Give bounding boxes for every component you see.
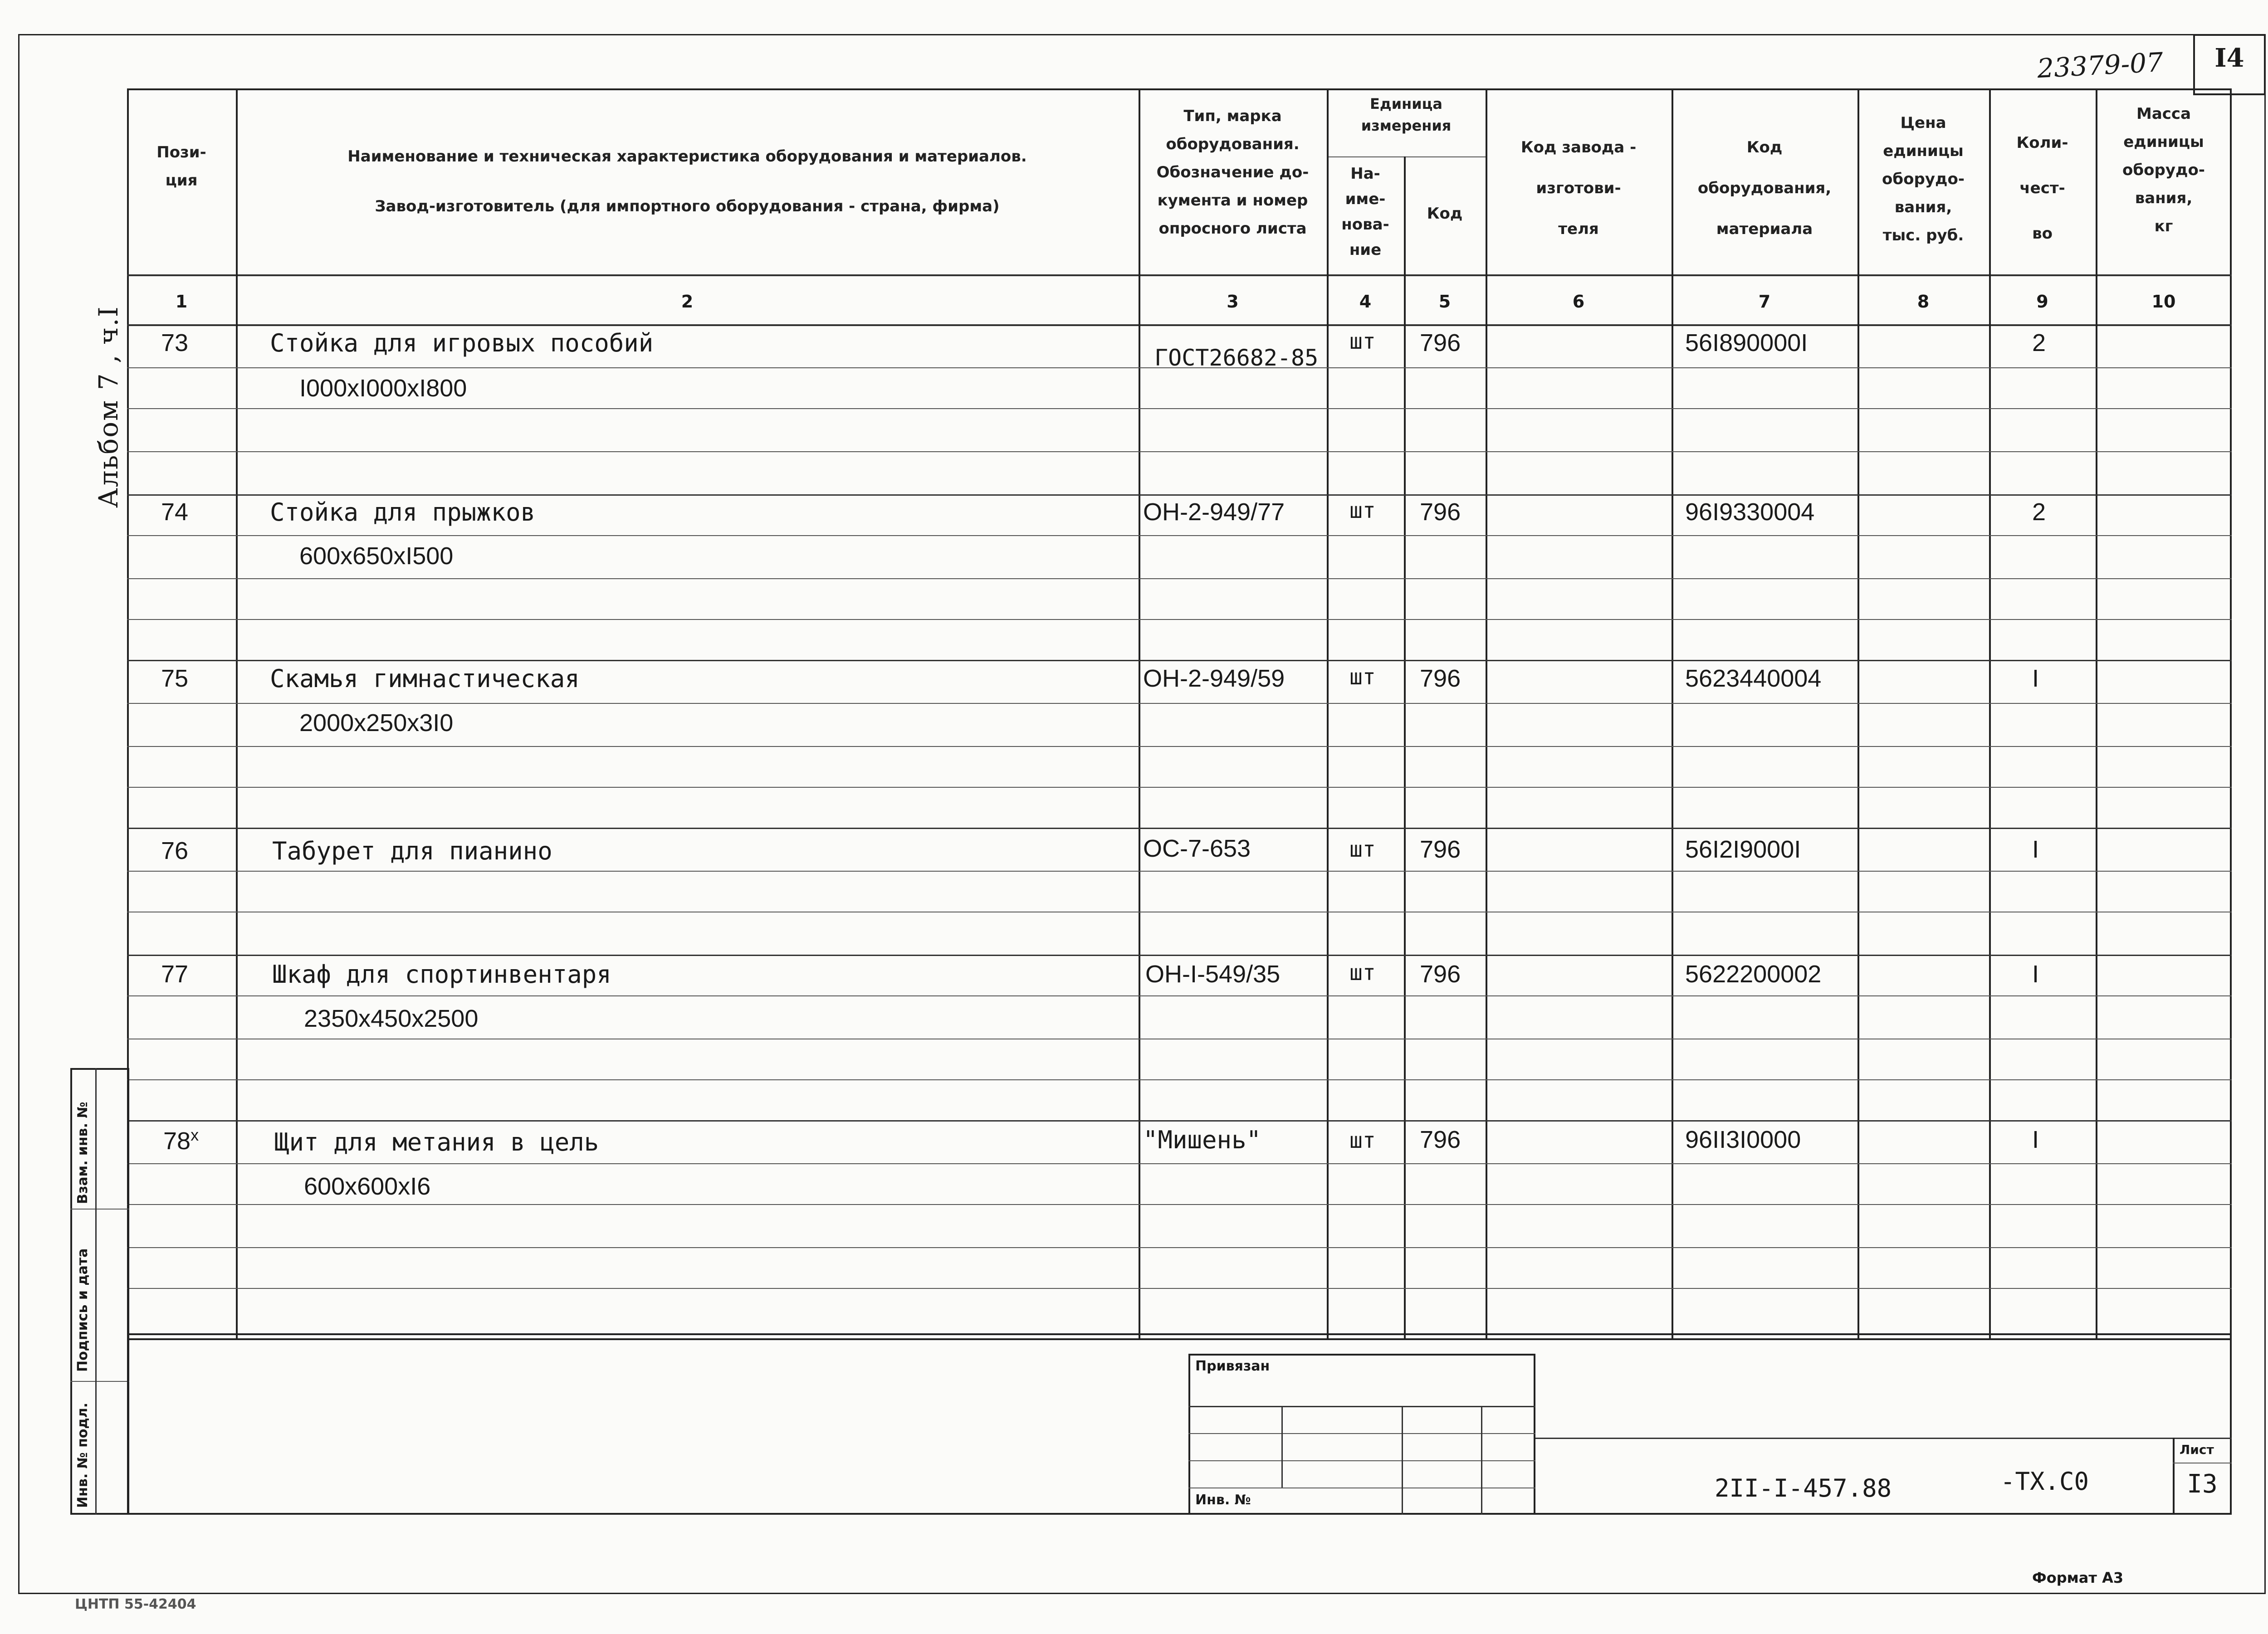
col-line-5 xyxy=(1486,88,1487,1340)
row-line xyxy=(127,828,2232,829)
row-position-value: 78 xyxy=(163,1127,191,1155)
column-number: 3 xyxy=(1227,292,1239,312)
header-unit: Единица измерения xyxy=(1361,95,1452,134)
row-line xyxy=(127,746,2232,747)
row-line xyxy=(127,451,2232,452)
privyazan-label: Привязан xyxy=(1195,1358,1270,1374)
row-line xyxy=(127,871,2232,872)
row-dims: 600x650xI500 xyxy=(299,542,454,570)
row-line xyxy=(127,578,2232,579)
row-line xyxy=(127,995,2232,996)
document-number: 23379-07 xyxy=(2036,46,2164,84)
row-dims: 600x600xI6 xyxy=(304,1173,431,1200)
col-line-4 xyxy=(1404,156,1406,1340)
colnum-bottom-line xyxy=(127,324,2232,326)
column-number: 10 xyxy=(2151,292,2176,312)
row-code: 796 xyxy=(1420,665,1461,692)
row-quantity: 2 xyxy=(2032,329,2046,356)
header-equipment-code: Код оборудования, материала xyxy=(1697,138,1832,238)
privyazan-divider xyxy=(1281,1406,1283,1488)
row-equipment-code: 5622200002 xyxy=(1685,961,1822,988)
header-mass: Масса единицы оборудо- вания, кг xyxy=(2122,105,2205,235)
row-code: 796 xyxy=(1420,498,1461,526)
title-block xyxy=(127,1333,2232,1515)
document-designation: 2II-I-457.88 xyxy=(1715,1474,1892,1502)
header-name: Наименование и техническая характеристика оборудования и материалов. Завод-изготовитель (для импортного оборудования - страна, фирма) xyxy=(347,147,1027,215)
privyazan-divider xyxy=(1402,1406,1403,1515)
column-number: 7 xyxy=(1758,292,1771,312)
row-line xyxy=(127,408,2232,409)
row-type: ГОСТ26682-85 xyxy=(1154,345,1319,371)
row-unit: шт xyxy=(1349,498,1376,523)
side-stamp-line xyxy=(70,1209,129,1210)
header-unit-code: Код xyxy=(1427,205,1463,223)
col-line-1 xyxy=(236,88,238,1340)
side-label-replace: Взам. инв. № xyxy=(75,1102,91,1204)
row-type: ОС-7-653 xyxy=(1143,835,1251,862)
unit-header-split xyxy=(1327,156,1486,157)
row-type: "Мишень" xyxy=(1143,1126,1261,1154)
row-unit: шт xyxy=(1349,664,1376,690)
row-line xyxy=(127,1204,2232,1205)
header-factory-code: Код завода - изготови- теля xyxy=(1520,138,1637,238)
title-block-divider xyxy=(2173,1438,2175,1515)
row-unit: шт xyxy=(1349,1128,1376,1153)
row-quantity: I xyxy=(2032,1126,2039,1153)
row-equipment-code: 56I890000I xyxy=(1685,329,1808,356)
col-line-2 xyxy=(1139,88,1140,1340)
title-block-line xyxy=(1535,1438,2232,1439)
header-bottom-line xyxy=(127,274,2232,276)
row-equipment-code: 96I9330004 xyxy=(1685,498,1815,526)
row-type: ОН-I-549/35 xyxy=(1145,961,1281,988)
row-position-mark: x xyxy=(191,1126,199,1144)
row-line xyxy=(127,535,2232,536)
row-quantity: I xyxy=(2032,665,2039,692)
row-line xyxy=(127,703,2232,704)
row-type: ОН-2-949/77 xyxy=(1143,498,1285,526)
album-label: Альбом 7 , ч.I xyxy=(93,306,124,508)
side-label-signature: Подпись и дата xyxy=(75,1248,91,1372)
privyazan-box xyxy=(1188,1354,1535,1515)
row-name: Скамья гимнастическая xyxy=(270,664,580,693)
side-label-inventory: Инв. № подл. xyxy=(75,1402,91,1508)
row-equipment-code: 96II3I0000 xyxy=(1685,1126,1801,1153)
row-position: 74 xyxy=(161,498,189,526)
row-line xyxy=(127,660,2232,661)
header-price: Цена единицы оборудо- вания, тыс. руб. xyxy=(1882,114,1965,244)
header-quantity: Коли- чест- во xyxy=(2016,134,2068,243)
row-dims: 2000x250x3I0 xyxy=(299,709,454,737)
column-number: 8 xyxy=(1917,292,1930,312)
col-line-7 xyxy=(1857,88,1859,1340)
row-equipment-code: 5623440004 xyxy=(1685,665,1822,692)
col-line-6 xyxy=(1672,88,1673,1340)
row-line xyxy=(127,955,2232,956)
row-name: Табурет для пианино xyxy=(272,837,552,865)
row-code: 796 xyxy=(1420,1126,1461,1153)
column-number: 2 xyxy=(681,292,694,312)
col-line-9 xyxy=(2096,88,2097,1340)
sheet-number: I3 xyxy=(2187,1469,2218,1499)
sheet-number-top: I4 xyxy=(2214,43,2244,73)
row-name: Щит для метания в цель xyxy=(274,1128,599,1156)
row-type: ОН-2-949/59 xyxy=(1143,665,1285,692)
row-name: Стойка для прыжков xyxy=(270,498,536,527)
row-equipment-code: 56I2I9000I xyxy=(1685,836,1801,863)
row-unit: шт xyxy=(1349,960,1376,985)
column-number: 6 xyxy=(1572,292,1585,312)
sheet-label: Лист xyxy=(2180,1442,2214,1457)
row-name: Шкаф для спортинвентаря xyxy=(272,960,611,989)
row-unit: шт xyxy=(1349,329,1376,354)
row-line xyxy=(127,494,2232,496)
row-line xyxy=(127,1163,2232,1164)
document-suffix: -ТХ.С0 xyxy=(2000,1467,2089,1496)
row-dims: I000xI000xI800 xyxy=(299,375,467,402)
row-dims: 2350x450x2500 xyxy=(304,1005,479,1032)
privyazan-line xyxy=(1188,1433,1535,1434)
paper-format: Формат А3 xyxy=(2032,1569,2124,1586)
row-line xyxy=(127,1288,2232,1289)
row-position xyxy=(163,1126,199,1155)
row-quantity: I xyxy=(2032,836,2039,863)
row-position: 73 xyxy=(161,329,189,356)
privyazan-line xyxy=(1188,1406,1535,1407)
header-unit-name: На- име- нова- ние xyxy=(1341,165,1389,259)
column-number: 9 xyxy=(2036,292,2048,312)
header-type: Тип, марка оборудования. Обозначение до- кумента и номер опросного листа xyxy=(1156,107,1309,238)
inventory-number-label: Инв. № xyxy=(1195,1492,1251,1508)
side-stamp-line xyxy=(70,1381,129,1382)
privyazan-line xyxy=(1188,1460,1535,1461)
col-line-3 xyxy=(1327,88,1329,1340)
row-unit: шт xyxy=(1349,837,1376,862)
row-position: 76 xyxy=(161,837,189,864)
row-position: 77 xyxy=(161,961,189,988)
row-code: 796 xyxy=(1420,961,1461,988)
row-quantity: I xyxy=(2032,961,2039,988)
row-line xyxy=(127,619,2232,620)
row-line xyxy=(127,1247,2232,1248)
row-line xyxy=(127,1079,2232,1080)
column-number: 1 xyxy=(175,292,188,312)
row-line xyxy=(127,1120,2232,1122)
row-position: 75 xyxy=(161,665,189,692)
column-number: 5 xyxy=(1438,292,1451,312)
row-line xyxy=(127,787,2232,788)
row-code: 796 xyxy=(1420,329,1461,356)
row-code: 796 xyxy=(1420,836,1461,863)
col-line-8 xyxy=(1989,88,1991,1340)
bottom-left-code: ЦНТП 55-42404 xyxy=(75,1596,196,1612)
row-name: Стойка для игровых пособий xyxy=(270,329,654,357)
privyazan-divider xyxy=(1481,1406,1482,1515)
header-position: Пози- ция xyxy=(156,143,206,190)
row-quantity: 2 xyxy=(2032,498,2046,526)
side-stamp-divider xyxy=(95,1068,97,1515)
column-number: 4 xyxy=(1359,292,1372,312)
